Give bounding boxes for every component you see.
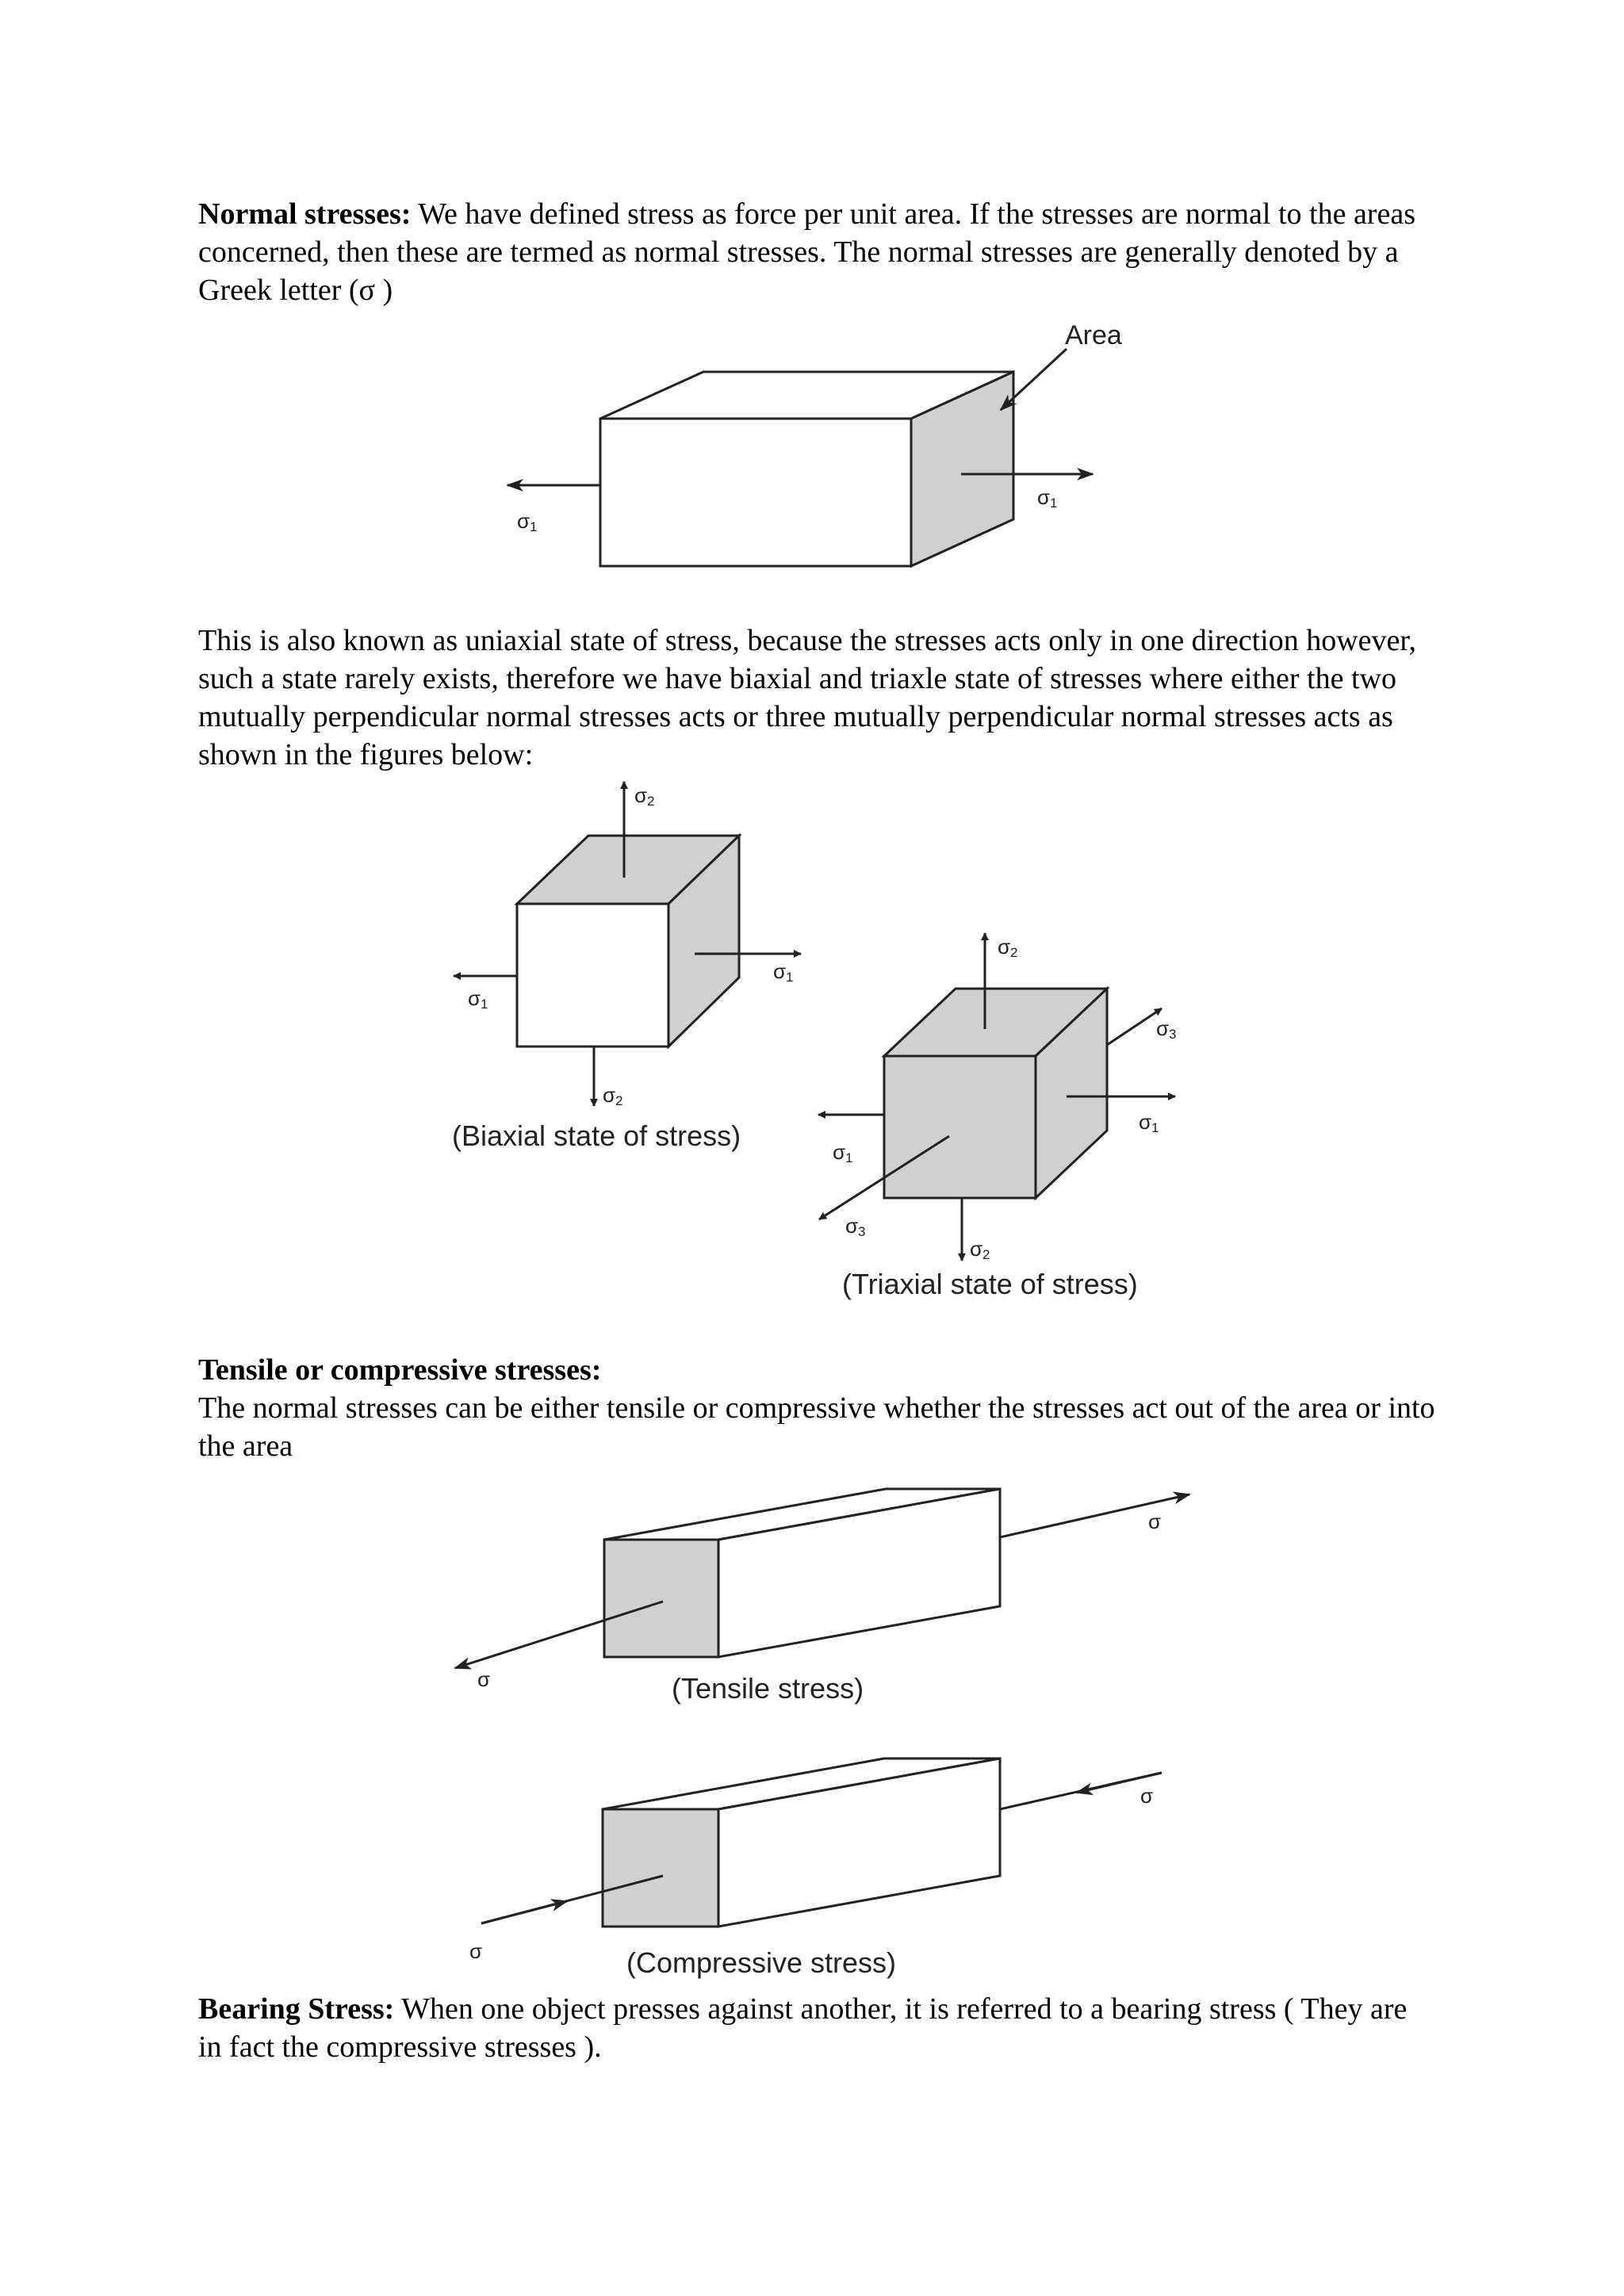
tensile-caption: (Tensile stress) [672, 1672, 864, 1705]
triaxial-sigma1-right-label: σ1 [1139, 1110, 1159, 1135]
biaxial-sigma2-top-label: σ2 [634, 783, 655, 809]
triaxial-sigma3-right-label: σ3 [1156, 1016, 1177, 1042]
compressive-sigma-right: σ [1140, 1784, 1154, 1808]
bearing-stress-text: When one object presses against another, it is referred to a bearing stress ( They are in fact the compressive stresses ). [198, 1992, 1408, 2064]
tensile-sigma-right: σ [1148, 1510, 1162, 1533]
tensile-sigma-left: σ [477, 1667, 491, 1691]
area-label: Area [1065, 320, 1122, 350]
triaxial-sigma2-top-label: σ2 [998, 935, 1018, 960]
compressive-left-arrowhead [481, 1901, 567, 1923]
normal-stresses-text: We have defined stress as force per unit area. If the stresses are normal to the areas concerned, then these are termed as normal stresses. The normal stresses are generally denoted by a Greek letter (σ ) [198, 197, 1415, 307]
biaxial-sigma1-right-label: σ1 [773, 959, 794, 985]
tensile-compressive-heading: Tensile or compressive stresses: [198, 1353, 602, 1387]
triaxial-sigma2-bottom-label: σ2 [970, 1237, 990, 1262]
bearing-stress-paragraph [198, 1990, 1435, 2066]
triaxial-sigma1-left-label: σ1 [833, 1140, 853, 1165]
triaxial-sigma3-left-label: σ3 [845, 1214, 866, 1239]
tensile-compressive-paragraph [198, 1351, 1435, 1465]
uniaxial-sigma1-left: σ1 [517, 509, 538, 534]
compressive-sigma-left: σ [469, 1939, 483, 1963]
biaxial-caption: (Biaxial state of stress) [452, 1119, 741, 1152]
uniaxial-block [600, 372, 1013, 566]
uniaxial-paragraph: This is also known as uniaxial state of stress, because the stresses acts only in one direction however, such a state rarely exists, therefore we have biaxial and triaxle state of stresses where either the two mutually perpendicular normal stresses acts or three mutually perpendicular normal stresses acts as shown in the figures below: [198, 624, 1417, 771]
uniaxial-sigma1-right: σ1 [1037, 485, 1058, 511]
biaxial-sigma2-bottom-label: σ2 [603, 1083, 623, 1108]
bearing-stress-heading: Bearing Stress: [198, 1992, 395, 2026]
compressive-bar [603, 1758, 1000, 1927]
tensile-bar [604, 1489, 1000, 1657]
triaxial-block [884, 989, 1107, 1198]
biaxial-block [517, 836, 739, 1047]
compressive-caption: (Compressive stress) [626, 1946, 897, 1979]
tensile-right-arrow [1000, 1494, 1189, 1537]
tensile-compressive-text: The normal stresses can be either tensile or compressive whether the stresses act out of the area or into the area [198, 1391, 1435, 1463]
triaxial-sigma3-up-arrow [1107, 1008, 1162, 1045]
triaxial-caption: (Triaxial state of stress) [842, 1268, 1138, 1300]
normal-stresses-heading: Normal stresses: [198, 197, 412, 231]
biaxial-sigma1-left-label: σ1 [468, 986, 488, 1012]
